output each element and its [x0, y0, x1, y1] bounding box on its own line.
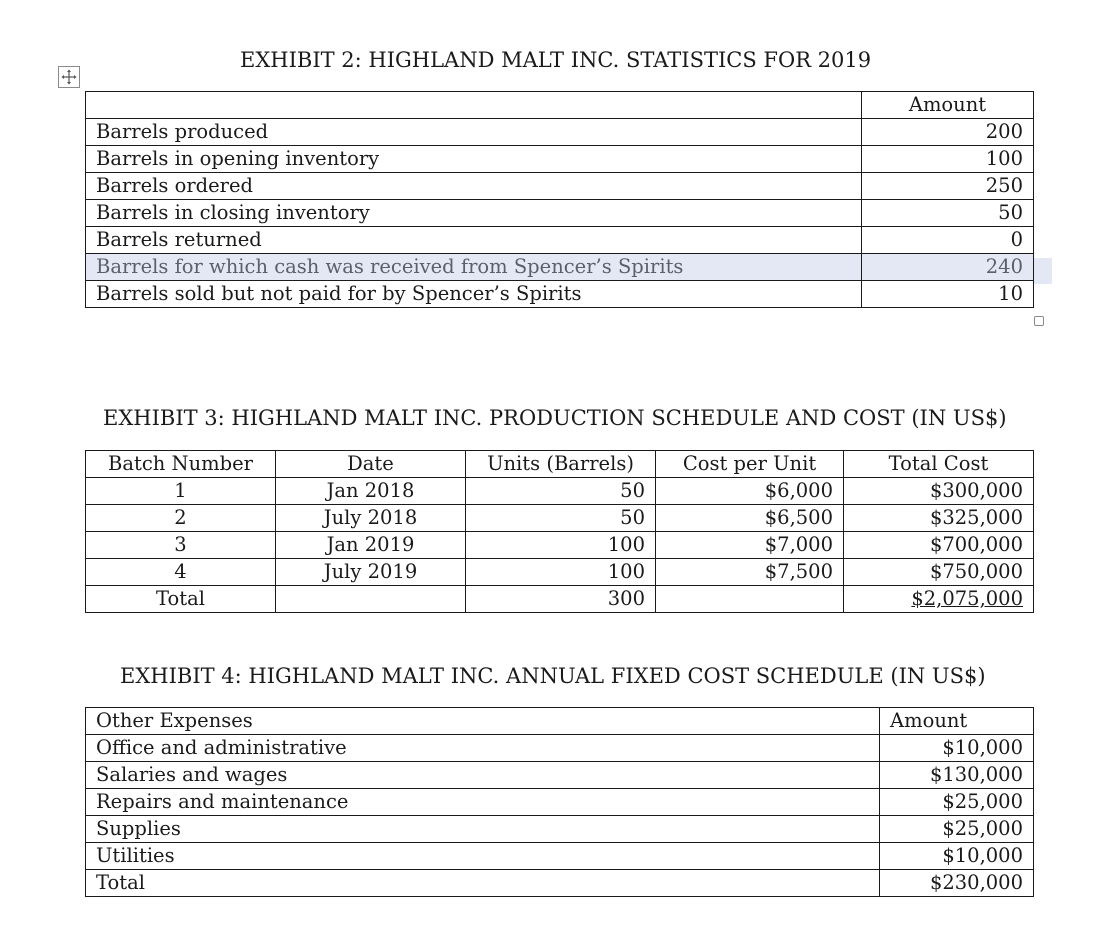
table-row	[86, 816, 1034, 843]
table-total-row	[86, 870, 1034, 897]
row-label[interactable]: Barrels in opening inventory	[86, 146, 862, 173]
row-value[interactable]: 50	[862, 200, 1034, 227]
total-cost-per-unit-empty[interactable]	[656, 586, 844, 613]
row-value[interactable]: 240	[862, 254, 1034, 281]
table-row	[86, 227, 1034, 254]
cell-total-cost[interactable]: $700,000	[844, 532, 1034, 559]
table-row	[86, 505, 1034, 532]
row-label[interactable]: Supplies	[86, 816, 880, 843]
row-label[interactable]: Barrels for which cash was received from Spencer’s Spirits	[86, 254, 862, 281]
row-label[interactable]: Barrels ordered	[86, 173, 862, 200]
cell-batch[interactable]: 4	[86, 559, 276, 586]
move-icon	[61, 69, 77, 85]
table-move-handle[interactable]	[58, 66, 80, 88]
table-row	[86, 281, 1034, 308]
table-row	[86, 200, 1034, 227]
table-row	[86, 478, 1034, 505]
header-amount-cell[interactable]: Amount	[862, 92, 1034, 119]
table-row	[86, 532, 1034, 559]
header-date[interactable]: Date	[276, 451, 466, 478]
cell-cost-per-unit[interactable]: $6,000	[656, 478, 844, 505]
cell-total-cost[interactable]: $300,000	[844, 478, 1034, 505]
exhibit3-table	[85, 450, 1034, 613]
total-units[interactable]: 300	[466, 586, 656, 613]
row-value[interactable]: 250	[862, 173, 1034, 200]
total-cost[interactable]: $2,075,000	[844, 586, 1034, 613]
cell-date[interactable]: July 2019	[276, 559, 466, 586]
row-value[interactable]: $25,000	[880, 789, 1034, 816]
row-value[interactable]: 0	[862, 227, 1034, 254]
cell-total-cost[interactable]: $750,000	[844, 559, 1034, 586]
row-value[interactable]: $230,000	[880, 870, 1034, 897]
row-label[interactable]: Repairs and maintenance	[86, 789, 880, 816]
table-row	[86, 789, 1034, 816]
row-label[interactable]: Barrels returned	[86, 227, 862, 254]
cell-total-cost[interactable]: $325,000	[844, 505, 1034, 532]
table-row	[86, 119, 1034, 146]
cell-batch[interactable]: 1	[86, 478, 276, 505]
table-header-row	[86, 708, 1034, 735]
table-resize-handle[interactable]	[1034, 316, 1044, 326]
row-value[interactable]: $10,000	[880, 843, 1034, 870]
total-label[interactable]: Total	[86, 586, 276, 613]
row-label[interactable]: Barrels in closing inventory	[86, 200, 862, 227]
table-row	[86, 735, 1034, 762]
table-header-row	[86, 92, 1034, 119]
cell-units[interactable]: 100	[466, 559, 656, 586]
row-value[interactable]: 100	[862, 146, 1034, 173]
table-total-row	[86, 586, 1034, 613]
cell-date[interactable]: July 2018	[276, 505, 466, 532]
cell-cost-per-unit[interactable]: $6,500	[656, 505, 844, 532]
header-batch[interactable]: Batch Number	[86, 451, 276, 478]
table-row-selected	[86, 254, 1034, 281]
header-label-cell[interactable]	[86, 92, 862, 119]
row-value[interactable]: 200	[862, 119, 1034, 146]
cell-cost-per-unit[interactable]: $7,500	[656, 559, 844, 586]
total-date-empty[interactable]	[276, 586, 466, 613]
cell-batch[interactable]: 3	[86, 532, 276, 559]
row-value[interactable]: 10	[862, 281, 1034, 308]
selection-highlight	[1033, 258, 1052, 284]
table-row	[86, 762, 1034, 789]
table-row	[86, 173, 1034, 200]
row-value[interactable]: $25,000	[880, 816, 1034, 843]
exhibit4-table	[85, 707, 1034, 897]
row-value[interactable]: $10,000	[880, 735, 1034, 762]
cell-units[interactable]: 50	[466, 505, 656, 532]
row-label[interactable]: Barrels sold but not paid for by Spencer’s Spirits	[86, 281, 862, 308]
table-row	[86, 843, 1034, 870]
exhibit4-title: EXHIBIT 4: HIGHLAND MALT INC. ANNUAL FIXED COST SCHEDULE (IN US$)	[120, 664, 986, 688]
header-cost-per-unit[interactable]: Cost per Unit	[656, 451, 844, 478]
cell-date[interactable]: Jan 2019	[276, 532, 466, 559]
cell-batch[interactable]: 2	[86, 505, 276, 532]
header-amount-cell[interactable]: Amount	[880, 708, 1034, 735]
cell-units[interactable]: 100	[466, 532, 656, 559]
exhibit2-title: EXHIBIT 2: HIGHLAND MALT INC. STATISTICS FOR 2019	[240, 48, 872, 72]
header-total-cost[interactable]: Total Cost	[844, 451, 1034, 478]
row-label[interactable]: Barrels produced	[86, 119, 862, 146]
exhibit2-table	[85, 91, 1034, 308]
row-label[interactable]: Salaries and wages	[86, 762, 880, 789]
row-label[interactable]: Office and administrative	[86, 735, 880, 762]
exhibit3-title: EXHIBIT 3: HIGHLAND MALT INC. PRODUCTION SCHEDULE AND COST (IN US$)	[103, 406, 1007, 430]
cell-units[interactable]: 50	[466, 478, 656, 505]
row-label[interactable]: Utilities	[86, 843, 880, 870]
table-row	[86, 146, 1034, 173]
row-label[interactable]: Total	[86, 870, 880, 897]
row-value[interactable]: $130,000	[880, 762, 1034, 789]
cell-cost-per-unit[interactable]: $7,000	[656, 532, 844, 559]
table-header-row	[86, 451, 1034, 478]
header-units[interactable]: Units (Barrels)	[466, 451, 656, 478]
table-row	[86, 559, 1034, 586]
cell-date[interactable]: Jan 2018	[276, 478, 466, 505]
header-label-cell[interactable]: Other Expenses	[86, 708, 880, 735]
